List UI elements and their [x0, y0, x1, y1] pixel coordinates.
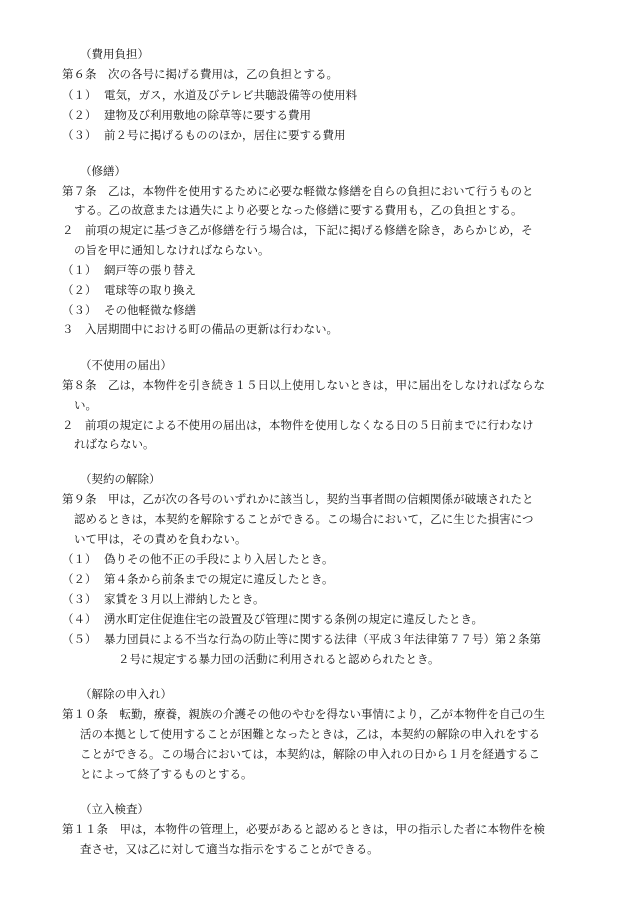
article-9-line-3: いて甲は，その責めを負わない。: [74, 532, 247, 546]
article-7-line-2: する。乙の故意または過失により必要となった修繕に要する費用も，乙の負担とする。: [74, 203, 523, 217]
item-number: （２）: [62, 283, 97, 297]
item-7-2-text: 電球等の取り換え: [104, 283, 196, 297]
article-6-line-1: 第６条 次の各号に掲げる費用は，乙の負担とする。: [62, 67, 338, 81]
item-9-2-text: 第４条から前条までの規定に違反したとき。: [104, 572, 334, 586]
item-6-2-text: 建物及び利用敷地の除草等に要する費用: [104, 108, 311, 122]
item-9-2: [62, 572, 104, 587]
article-9-line-2: 認めるときは，本契約を解除することができる。この場合において，乙に生じた損害につ: [74, 512, 534, 526]
article-11-line-1: 第１１条 甲は，本物件の管理上，必要があると認めるときは，甲の指示した者に本物件を検: [62, 822, 545, 836]
heading-11: （立入検査）: [80, 802, 149, 816]
article-10-line-2: 活の本拠として使用することが困難となったときは，乙は，本契約の解除の申入れをする: [80, 727, 540, 741]
item-9-4-text: 湧水町定住促進住宅の設置及び管理に関する条例の規定に違反したとき。: [104, 612, 484, 626]
article-10-line-4: とによって終了するものとする。: [80, 767, 253, 781]
item-6-3-text: 前２号に掲げるもののほか，居住に要する費用: [104, 128, 346, 142]
article-10-line-1: 第１０条 転勤，療養，親族の介護その他のやむを得ない事情により，乙が本物件を自己の生: [62, 707, 545, 721]
item-6-3: [62, 128, 104, 143]
item-9-1: [62, 552, 104, 567]
heading-8: （不使用の届出）: [80, 358, 172, 372]
article-8-para-2-line-2: ればならない。: [74, 437, 155, 451]
item-number: （３）: [62, 128, 97, 142]
item-number: （２）: [62, 572, 97, 586]
heading-9: （契約の解除）: [80, 472, 161, 486]
item-number: （２）: [62, 108, 97, 122]
item-9-5-text: 暴力団員による不当な行為の防止等に関する法律（平成３年法律第７７号）第２条第: [104, 632, 541, 646]
item-number: （５）: [62, 632, 97, 646]
item-7-3-text: その他軽微な修繕: [104, 303, 196, 317]
item-7-3: [62, 303, 104, 318]
item-9-3: [62, 592, 104, 607]
article-8-para-2-line-1: ２ 前項の規定による不使用の届出は，本物件を使用しなくなる日の５日前までに行わなけ: [62, 418, 534, 432]
heading-7: （修繕）: [80, 164, 126, 178]
item-number: （１）: [62, 552, 97, 566]
article-11-line-2: 査させ，又は乙に対して適当な指示をすることができる。: [80, 842, 379, 856]
item-9-1-text: 偽りその他不正の手段により入居したとき。: [104, 552, 334, 566]
item-number: （３）: [62, 303, 97, 317]
item-7-2: [62, 283, 104, 298]
article-7-line-1: 第７条 乙は，本物件を使用するために必要な軽微な修繕を自らの負担において行うものと: [62, 184, 534, 198]
article-8-line-2: い。: [74, 398, 97, 412]
article-7-para-2-line-1: ２ 前項の規定に基づき乙が修繕を行う場合は，下記に掲げる修繕を除き，あらかじめ，そ: [62, 223, 533, 237]
item-number: （３）: [62, 592, 97, 606]
item-9-5-text-cont: ２号に規定する暴力団の活動に利用されると認められたとき。: [118, 652, 440, 666]
item-9-3-text: 家賃を３月以上滞納したとき。: [104, 592, 265, 606]
item-7-1-text: 網戸等の張り替え: [104, 263, 196, 277]
article-8-line-1: 第８条 乙は，本物件を引き続き１５日以上使用しないときは，甲に届出をしなければならな: [62, 378, 545, 392]
item-number: （４）: [62, 612, 97, 626]
article-7-para-3: ３ 入居期間中における町の備品の更新は行わない。: [62, 322, 338, 336]
item-number: （１）: [62, 263, 97, 277]
item-9-4: [62, 612, 104, 627]
article-10-line-3: ことができる。この場合においては，本契約は，解除の申入れの日から１月を経過するこ: [80, 747, 540, 761]
item-7-1: [62, 263, 104, 278]
item-9-5: [62, 632, 104, 647]
heading-6: （費用負担）: [80, 47, 149, 61]
article-7-para-2-line-2: の旨を甲に通知しなければならない。: [74, 243, 270, 257]
item-6-1: [62, 88, 104, 103]
item-6-2: [62, 108, 104, 123]
heading-10: （解除の申入れ）: [80, 687, 172, 701]
article-9-line-1: 第９条 甲は，乙が次の各号のいずれかに該当し，契約当事者間の信頼関係が破壊されたと: [62, 492, 534, 506]
item-number: （１）: [62, 88, 97, 102]
item-6-1-text: 電気，ガス，水道及びテレビ共聴設備等の使用料: [104, 88, 358, 102]
